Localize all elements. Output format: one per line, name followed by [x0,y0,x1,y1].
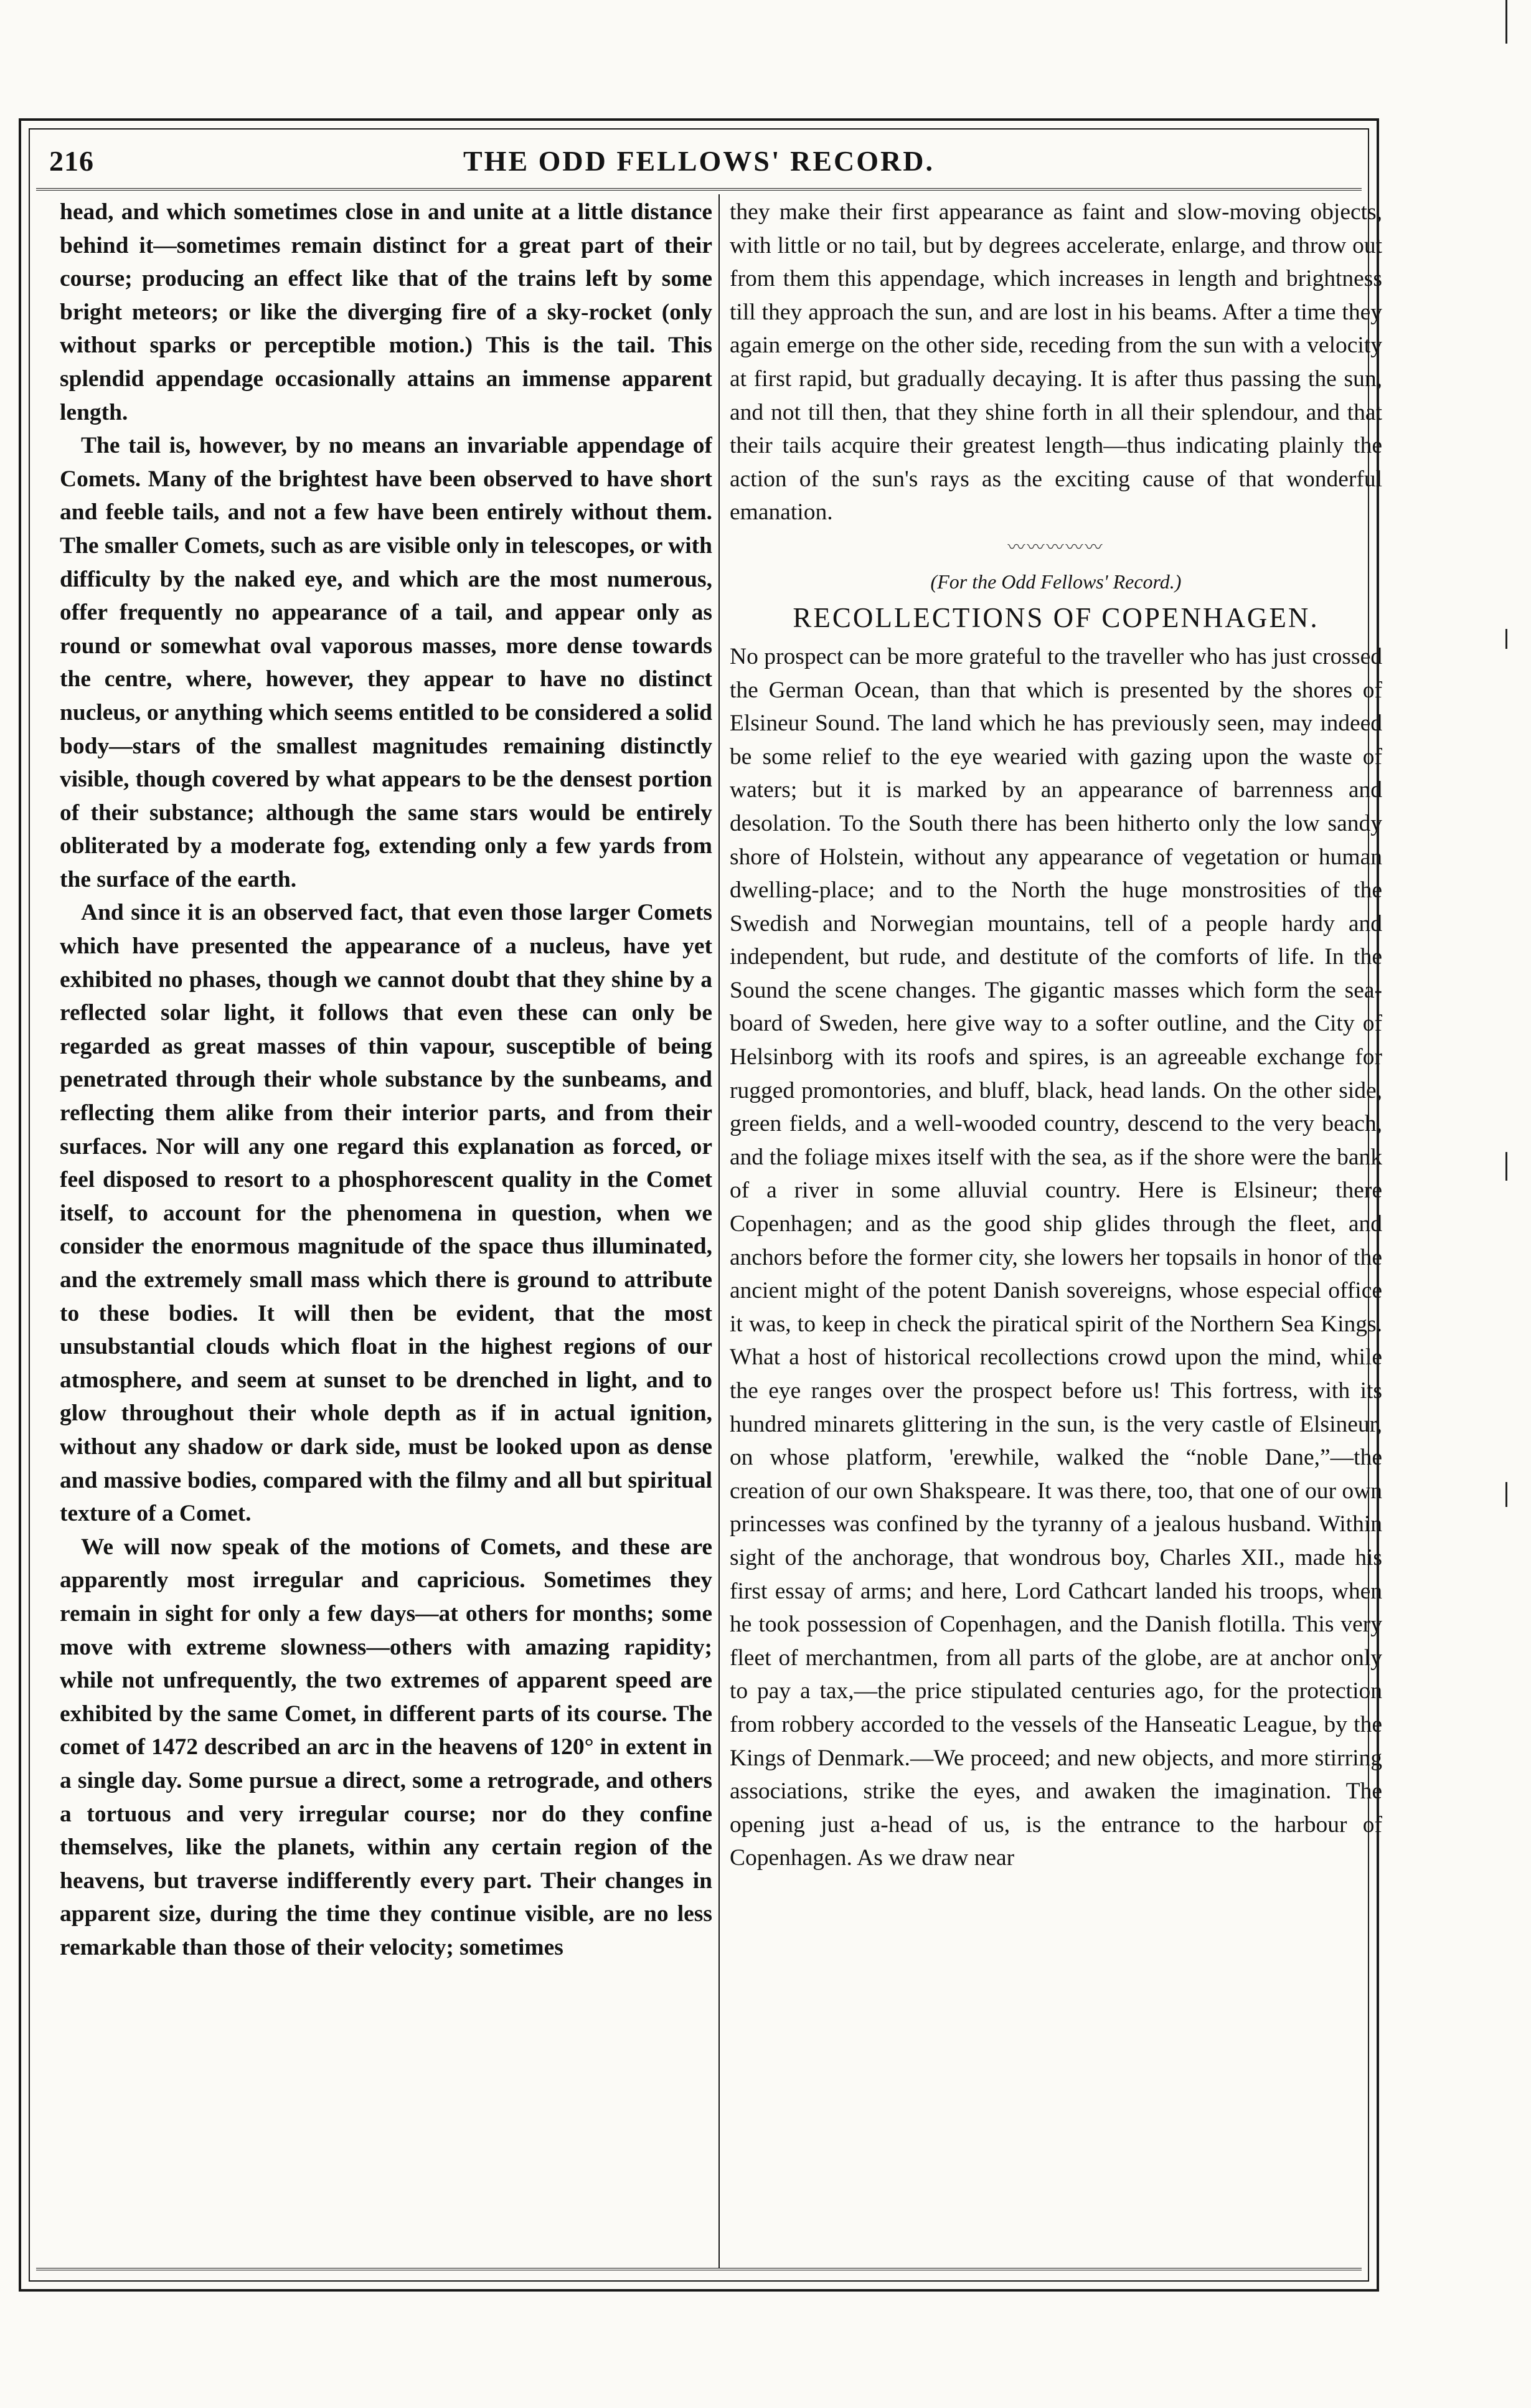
column-divider [718,194,720,2268]
paragraph: they make their first appearance as faint and slow-moving objects, with little or no tail, but by degrees accelerate, enlarge, and throw out from them this appendage, which increases in length and brightness till they approach the sun, and are lost in his beams. After a time they again emerge on the other side, receding from the sun with a velocity at first rapid, but gradually decaying. It is after thus passing the sun, and not till then, that they shine forth in all their splendour, and that their tails acquire their greatest length—thus indicating plainly the action of the sun's rays as the exciting cause of that wonderful emanation. [730,199,1382,526]
scan-edge-mark [1505,1482,1507,1507]
article-credit: (For the Odd Fellows' Record.) [930,570,1182,593]
paragraph: head, and which sometimes close in and unite at a little distance behind it—sometimes remain distinct for a great part of their course; producing an effect like that of the trains left by some bright meteors; or like the diverging fire of a sky-rocket (only without sparks or perceptible motion.) This is the tail. This splendid appendage occasionally attains an immense apparent length. [60,199,712,425]
left-column [60,196,712,2269]
scan-edge-mark [1505,629,1507,649]
paragraph: No prospect can be more grateful to the traveller who has just crossed the German Ocean, than that which is presented by the shores of Elsineur Sound. The land which he has previously seen, may indeed be some relief to the eye wearied with gazing upon the waste of waters; but it is marked by an appearance of barrenness and desolation. To the South there has been hitherto only the low sandy shore of Holstein, without any appearance of vegetation or human dwelling-place; and to the North the huge monstrosities of the Swedish and Norwegian mountains, tell of a people hardy and independent, but rude, and destitute of the comforts of life. In the Sound the scene changes. The gigantic masses which form the sea-board of Sweden, here give way to a softer outline, and the City of Helsinborg with its roofs and spires, is an agreeable exchange for rugged promontories, and bluff, black, head lands. On the other side, green fields, and a well-wooded country, descend to the very beach, and the foliage mixes itself with the sea, as if the shore were the bank of a river in some alluvial country. Here is Elsineur; there Copenhagen; and as the good ship glides through the fleet, and anchors before the former city, she lowers her topsails in honor of the ancient might of the potent Danish sovereigns, whose especial office it was, to keep in check the piratical spirit of the Northern Sea Kings. What a host of historical recollections crowd upon the mind, while the eye ranges over the prospect before us! This fortress, with its hundred minarets glittering in the sun, is the very castle of Elsineur, on whose platform, 'erewhile, walked the “noble Dane,”—the creation of our own Shakspeare. It was there, too, that one of our own princesses was confined by the tyranny of a jealous husband. Within sight of the anchorage, that wondrous boy, Charles XII., made his first essay of arms; and here, Lord Cathcart landed his troops, when he took possession of Copenhagen, and the Danish flotilla. This very fleet of merchantmen, from all parts of the globe, are at anchor only to pay a tax,—the price stipulated centuries ago, for the protection from robbery accorded to the vessels of the Hanseatic League, by the Kings of Denmark.—We proceed; and new objects, and more stirring associations, strike the eyes, and awaken the imagination. The opening just a-head of us, is the entrance to the harbour of Copenhagen. As we draw near [730,643,1382,1871]
paragraph: And since it is an observed fact, that even those larger Comets which have presented the appearance of a nucleus, have yet exhibited no phases, though we cannot doubt that they shine by a reflected solar light, it follows that even these can only be regarded as great masses of thin vapour, susceptible of being penetrated through their whole substance by the sunbeams, and reflecting them alike from their interior parts, and from their surfaces. Nor will any one regard this explanation as forced, or feel disposed to resort to a phosphorescent quality in the Comet itself, to account for the phenomena in question, when we consider the enormous magnitude of the space thus illuminated, and the extremely small mass which there is ground to attribute to these bodies. It will then be evident, that the most unsubstantial clouds which float in the highest regions of our atmosphere, and seem at sunset to be drenched in light, and to glow throughout their whole depth as if in actual ignition, without any shadow or dark side, must be looked upon as dense and massive bodies, compared with the filmy and all but spiritual texture of a Comet. [60,900,712,1527]
scan-edge-mark [1505,0,1507,44]
scan-edge-mark [1505,1152,1507,1181]
paragraph: The tail is, however, by no means an invariable appendage of Comets. Many of the brightest have been observed to have short and feeble tails, and not a few have been entirely without them. The smaller Comets, such as are visible only in telescopes, or with difficulty by the naked eye, and which are the most numerous, offer frequently no appearance of a tail, and appear only as round or somewhat oval vaporous masses, more dense towards the centre, where, however, they appear to have no distinct nucleus, or anything which seems entitled to be considered a solid body—stars of the smallest magnitudes remaining distinctly visible, though covered by what appears to be the densest portion of their substance; although the same stars would be entirely obliterated by a moderate fog, extending only a few yards from the surface of the earth. [60,433,712,892]
running-header [21,139,1377,183]
header-rule [36,188,1362,191]
running-title: THE ODD FELLOWS' RECORD. [463,145,935,177]
wavy-separator: 〰〰〰〰〰 [1007,537,1105,557]
page-number: 216 [49,145,94,177]
article-title: RECOLLECTIONS OF COPENHAGEN. [793,602,1319,633]
footer-rule [36,2268,1362,2270]
paragraph: We will now speak of the motions of Comets, and these are apparently most irregular and capricious. Sometimes they remain in sight for only a few days—at others for months; some move with extreme slowness—others with amazing rapidity; while not unfrequently, the two extremes of apparent speed are exhibited by the same Comet, in different parts of its course. The comet of 1472 described an arc in the heavens of 120° in extent in a single day. Some pursue a direct, some a retrograde, and others a tortuous and very irregular course; nor do they confine themselves, like the planets, within any certain region of the heavens, but traverse indifferently every part. Their changes in apparent size, during the time they continue visible, are no less remarkable than those of their velocity; sometimes [60,1534,712,1960]
page-frame [19,118,1382,2292]
right-column [730,196,1382,2269]
